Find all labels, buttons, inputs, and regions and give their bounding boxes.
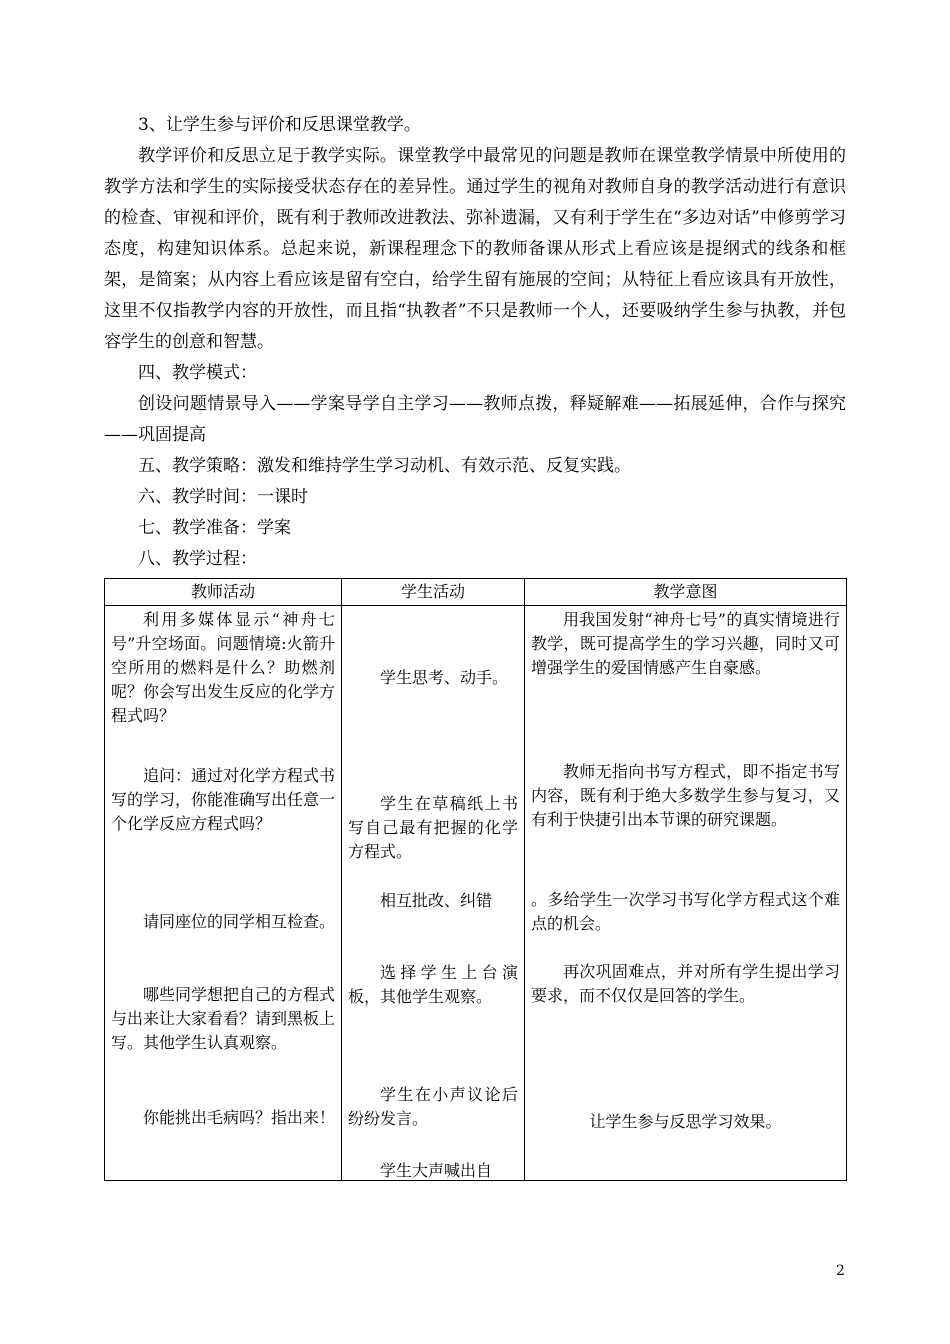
student-activity-item: 学生思考、动手。 (380, 668, 509, 687)
teacher-activity-item: 利用多媒体显示“神舟七号”升空场面。问题情境:火箭升空所用的燃料是什么？助燃剂呢？你会写出发生反应的化学方程式吗？ (111, 610, 335, 725)
teacher-activity-item: 请同座位的同学相互检查。 (143, 912, 335, 931)
header-student-activity: 学生活动 (342, 579, 525, 606)
student-activity-cell (342, 606, 525, 1181)
student-activity-item: 学生大声喊出自 (380, 1161, 493, 1180)
teaching-intent-cell (525, 606, 847, 1181)
teaching-intent-item: 用我国发射“神舟七号”的真实情境进行教学，既可提高学生的学习兴趣，同时又可增强学生的爱国情感产生自豪感。 (531, 610, 840, 677)
teaching-intent-item: 。多给学生一次学习书写化学方程式这个难点的机会。 (531, 890, 840, 933)
header-teaching-intent: 教学意图 (525, 579, 847, 606)
page-number: 2 (836, 1263, 845, 1279)
heading-teaching-strategy: 五、教学策略：激发和维持学生学习动机、有效示范、反复实践。 (138, 456, 631, 476)
student-activity-item: 学生在草稿纸上书写自己最有把握的化学方程式。 (348, 794, 518, 861)
heading-teaching-preparation: 七、教学准备：学案 (138, 518, 291, 538)
teaching-intent-item: 再次巩固难点，并对所有学生提出学习要求，而不仅仅是回答的学生。 (531, 962, 840, 1005)
teaching-process-table (104, 578, 847, 1181)
teacher-activity-item: 你能挑出毛病吗？指出来！ (143, 1108, 335, 1127)
student-activity-item: 选择学生上台演板，其他学生观察。 (348, 963, 518, 1006)
paragraph-teaching-mode: 创设问题情景导入——学案导学自主学习——教师点拨，释疑解难——拓展延伸，合作与探究——巩固提高 (104, 394, 846, 445)
teacher-activity-cell (105, 606, 342, 1181)
heading-teaching-time: 六、教学时间：一课时 (138, 487, 308, 507)
student-activity-item: 相互批改、纠错 (380, 891, 493, 910)
paragraph-evaluation-reflection: 教学评价和反思立足于教学实际。课堂教学中最常见的问题是教师在课堂教学情景中所使用的教学方法和学生的实际接受状态存在的差异性。通过学生的视角对教师自身的教学活动进行有意识的检查、审视和评价，既有利于教师改进教法、弥补遗漏，又有利于学生在“多边对话”中修剪学习态度，构建知识体系。总起来说，新课程理念下的教师备课从形式上看应该是提纲式的线条和框架，是简案；从内容上看应该是留有空白，给学生留有施展的空间；从特征上看应该具有开放性，这里不仅指教学内容的开放性，而且指“执教者”不只是教师一个人，还要吸纳学生参与执教，并包容学生的创意和智慧。 (104, 146, 846, 352)
teacher-activity-item: 追问：通过对化学方程式书写的学习，你能准确写出任意一个化学反应方程式吗？ (111, 766, 335, 833)
teaching-intent-item: 让学生参与反思学习效果。 (589, 1112, 782, 1131)
header-teacher-activity: 教师活动 (105, 579, 342, 606)
paragraph-item-3: 3、让学生参与评价和反思课堂教学。 (138, 115, 421, 135)
teaching-intent-item: 教师无指向书写方程式，即不指定书写内容，既有利于绝大多数学生参与复习，又有利于快捷引出本节课的研究课题。 (531, 762, 840, 829)
heading-teaching-mode: 四、教学模式： (138, 363, 257, 383)
table-row (105, 606, 847, 1181)
heading-teaching-process: 八、教学过程： (138, 549, 257, 569)
teacher-activity-item: 哪些同学想把自己的方程式与出来让大家看看？请到黑板上写。其他学生认真观察。 (111, 985, 335, 1052)
student-activity-item: 学生在小声议论后纷纷发言。 (348, 1085, 518, 1128)
table-header-row (105, 579, 847, 606)
